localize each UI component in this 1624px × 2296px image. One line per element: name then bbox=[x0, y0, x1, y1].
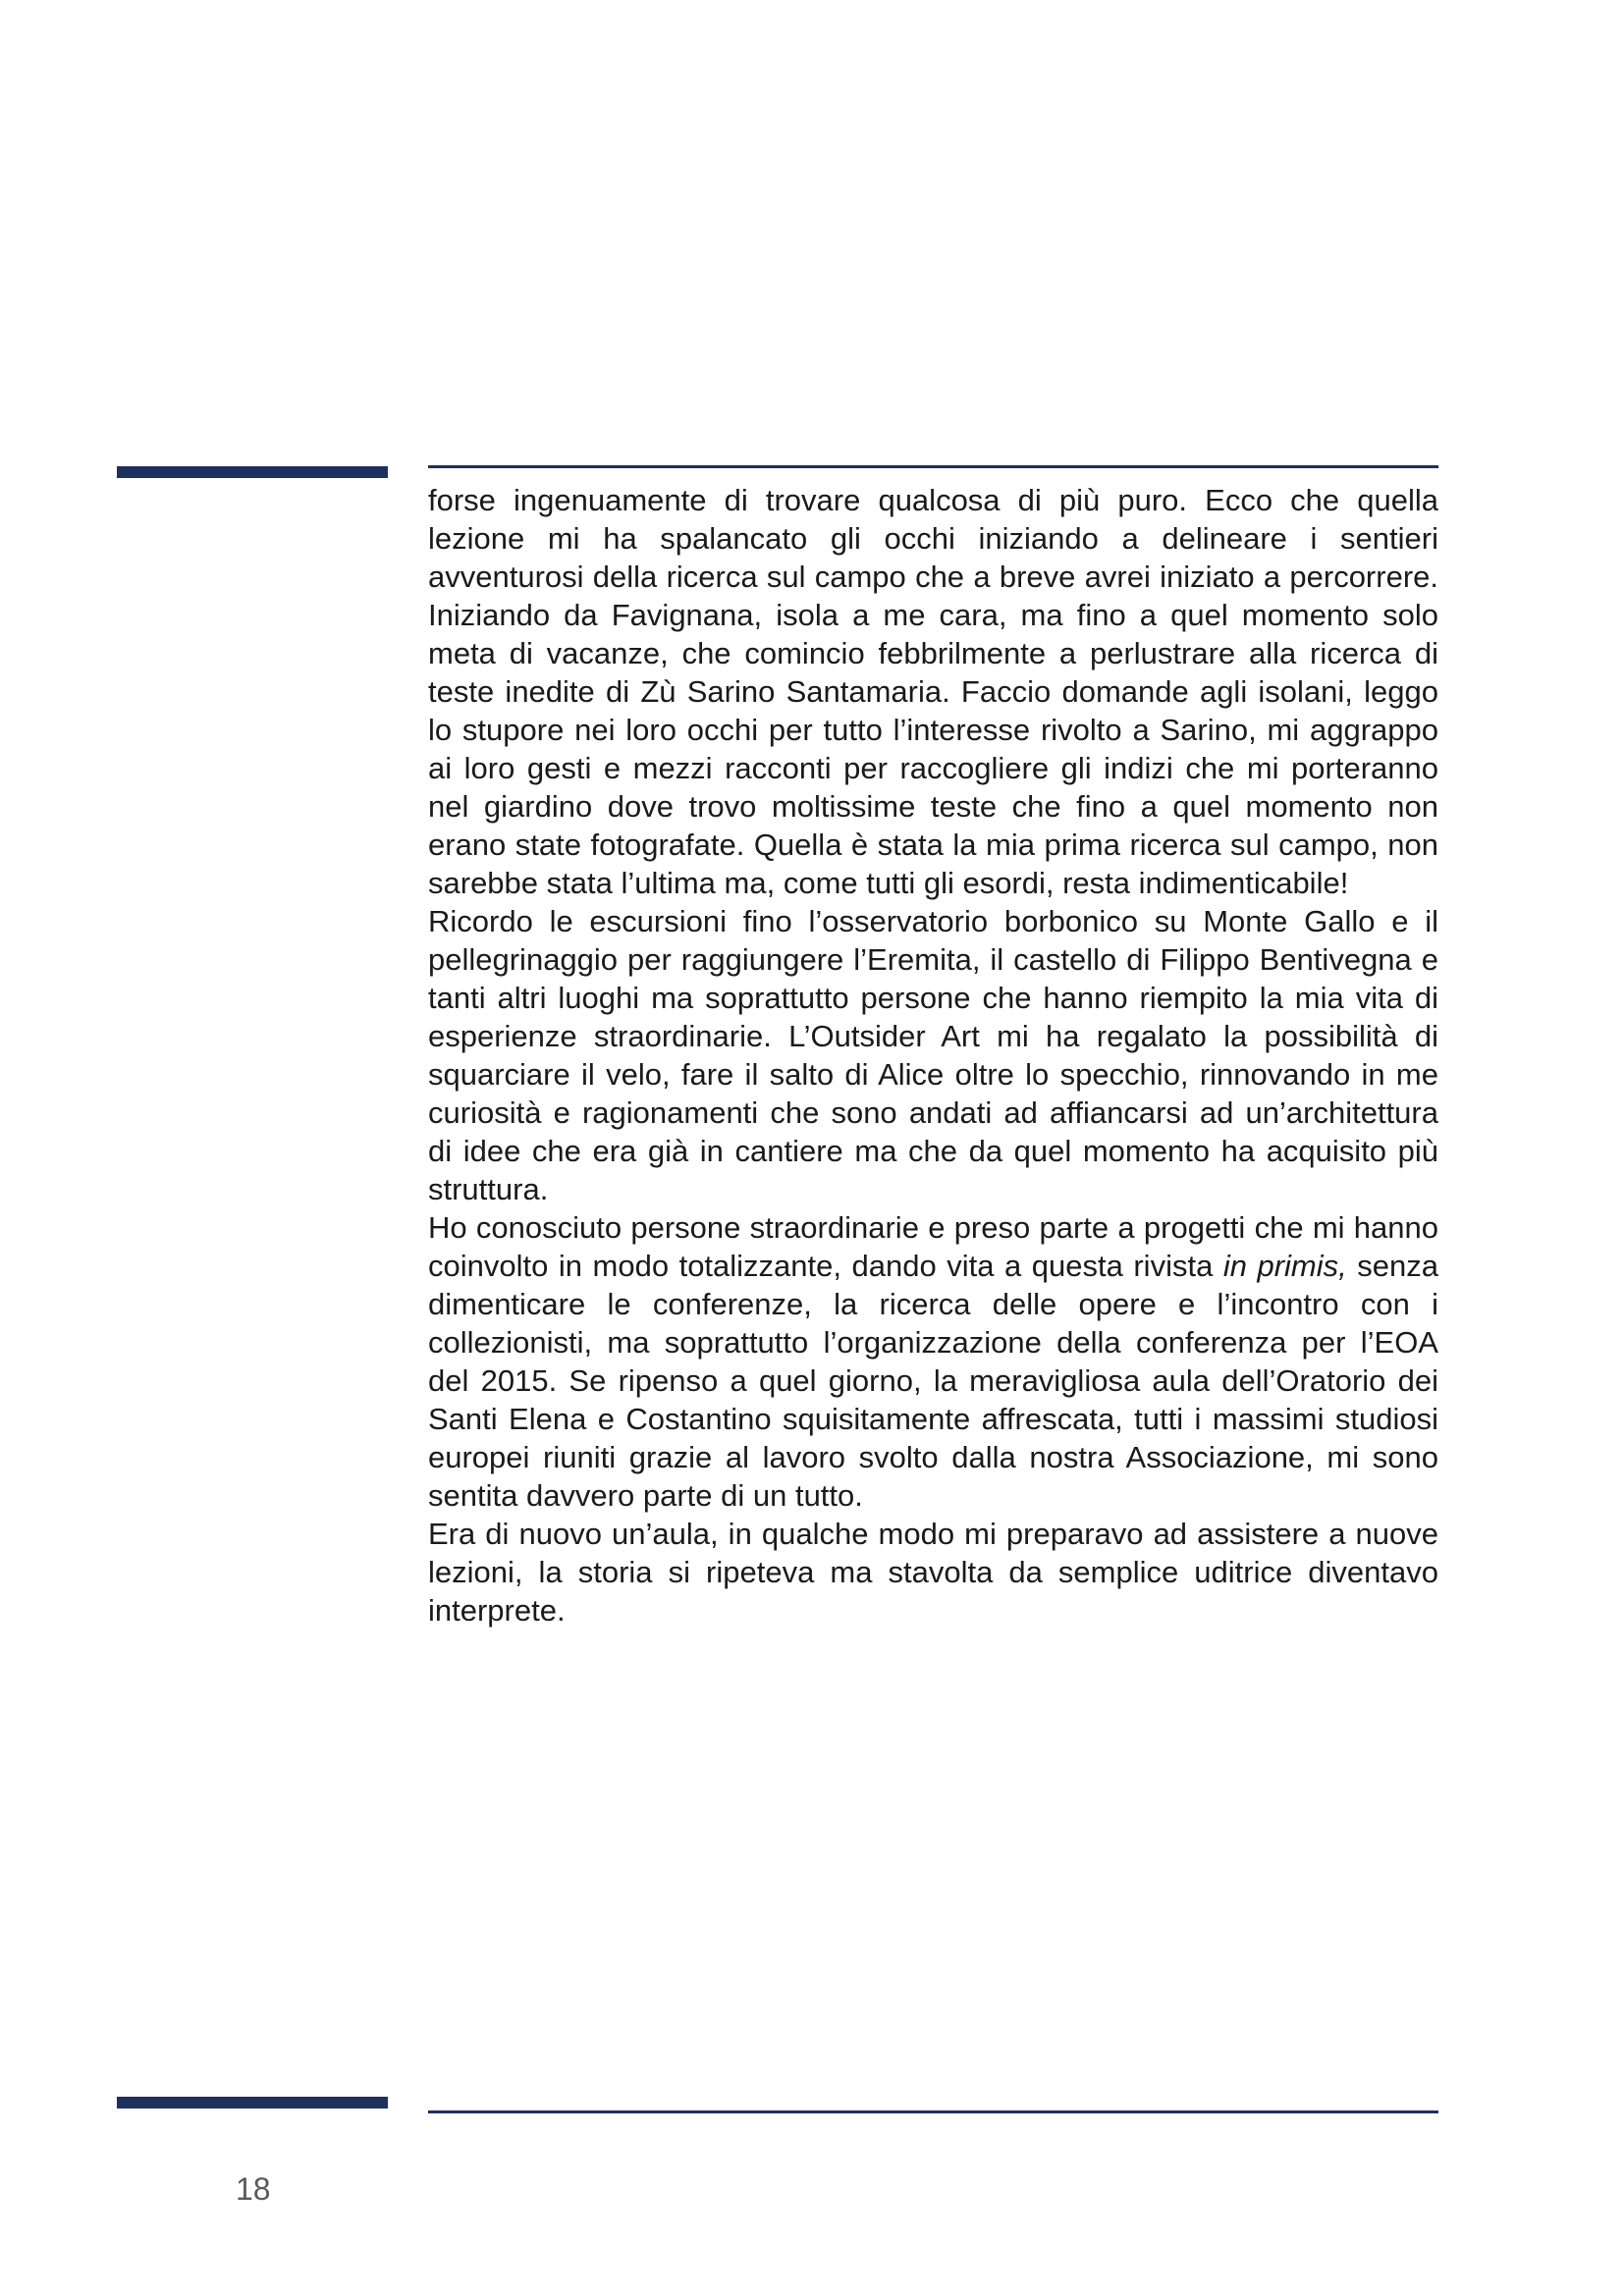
paragraph-3-italic: in primis, bbox=[1222, 1249, 1347, 1283]
bottom-thick-rule bbox=[117, 2097, 388, 2109]
paragraph-1: forse ingenuamente di trovare qualcosa di più puro. Ecco che quella lezione mi ha spalancato gli occhi iniziando a delineare i sentieri avventurosi della ricerca sul campo che a breve avrei iniziato a percorrere. Iniziando da Favignana, isola a me cara, ma fino a quel momento solo meta di vacanze, che comincio febbrilmente a perlustrare alla ricerca di teste inedite di Zù Sarino Santamaria. Faccio domande agli isolani, leggo lo stupore nei loro occhi per tutto l’interesse rivolto a Sarino, mi aggrappo ai loro gesti e mezzi racconti per raccogliere gli indizi che mi porteranno nel giardino dove trovo moltissime teste che fino a quel momento non erano state fotografate. Quella è stata la mia prima ricerca sul campo, non sarebbe stata l’ultima ma, come tutti gli esordi, resta indimenticabile! bbox=[428, 483, 1438, 900]
paragraph-2: Ricordo le escursioni fino l’osservatorio borbonico su Monte Gallo e il pellegrinaggio per raggiungere l’Eremita, il castello di Filippo Bentivegna e tanti altri luoghi ma soprattutto persone che hanno riempito la mia vita di esperienze straordinarie. L’Outsider Art mi ha regalato la possibilità di squarciare il velo, fare il salto di Alice oltre lo specchio, rinnovando in me curiosità e ragionamenti che sono andati ad affiancarsi ad un’architettura di idee che era già in cantiere ma che da quel momento ha acquisito più struttura. bbox=[428, 904, 1438, 1206]
paragraph-3-end: senza dimenticare le conferenze, la ricerca delle opere e l’incontro con i collezionisti, ma soprattutto l’organizzazione della conferenza per l’EOA del 2015. Se ripenso a quel giorno, la meravigliosa aula dell’Oratorio dei Santi Elena e Costantino squisitamente affrescata, tutti i massimi studiosi europei riuniti grazie al lavoro svolto dalla nostra Associazione, mi sono sentita davvero parte di un tutto. bbox=[428, 1249, 1438, 1513]
top-thick-rule bbox=[117, 466, 388, 478]
paragraph-4: Era di nuovo un’aula, in qualche modo mi preparavo ad assistere a nuove lezioni, la storia si ripeteva ma stavolta da semplice uditrice diventavo interprete. bbox=[428, 1517, 1438, 1628]
page-number: 18 bbox=[236, 2171, 271, 2207]
body-text bbox=[428, 481, 1438, 1629]
paragraph-3-start: Ho conosciuto persone straordinarie e preso parte a progetti che mi hanno coinvolto in modo totalizzante, dando vita a questa rivista bbox=[428, 1210, 1438, 1283]
top-thin-rule bbox=[428, 465, 1438, 468]
bottom-thin-rule bbox=[428, 2110, 1438, 2113]
paragraph-3 bbox=[428, 1208, 1438, 1515]
